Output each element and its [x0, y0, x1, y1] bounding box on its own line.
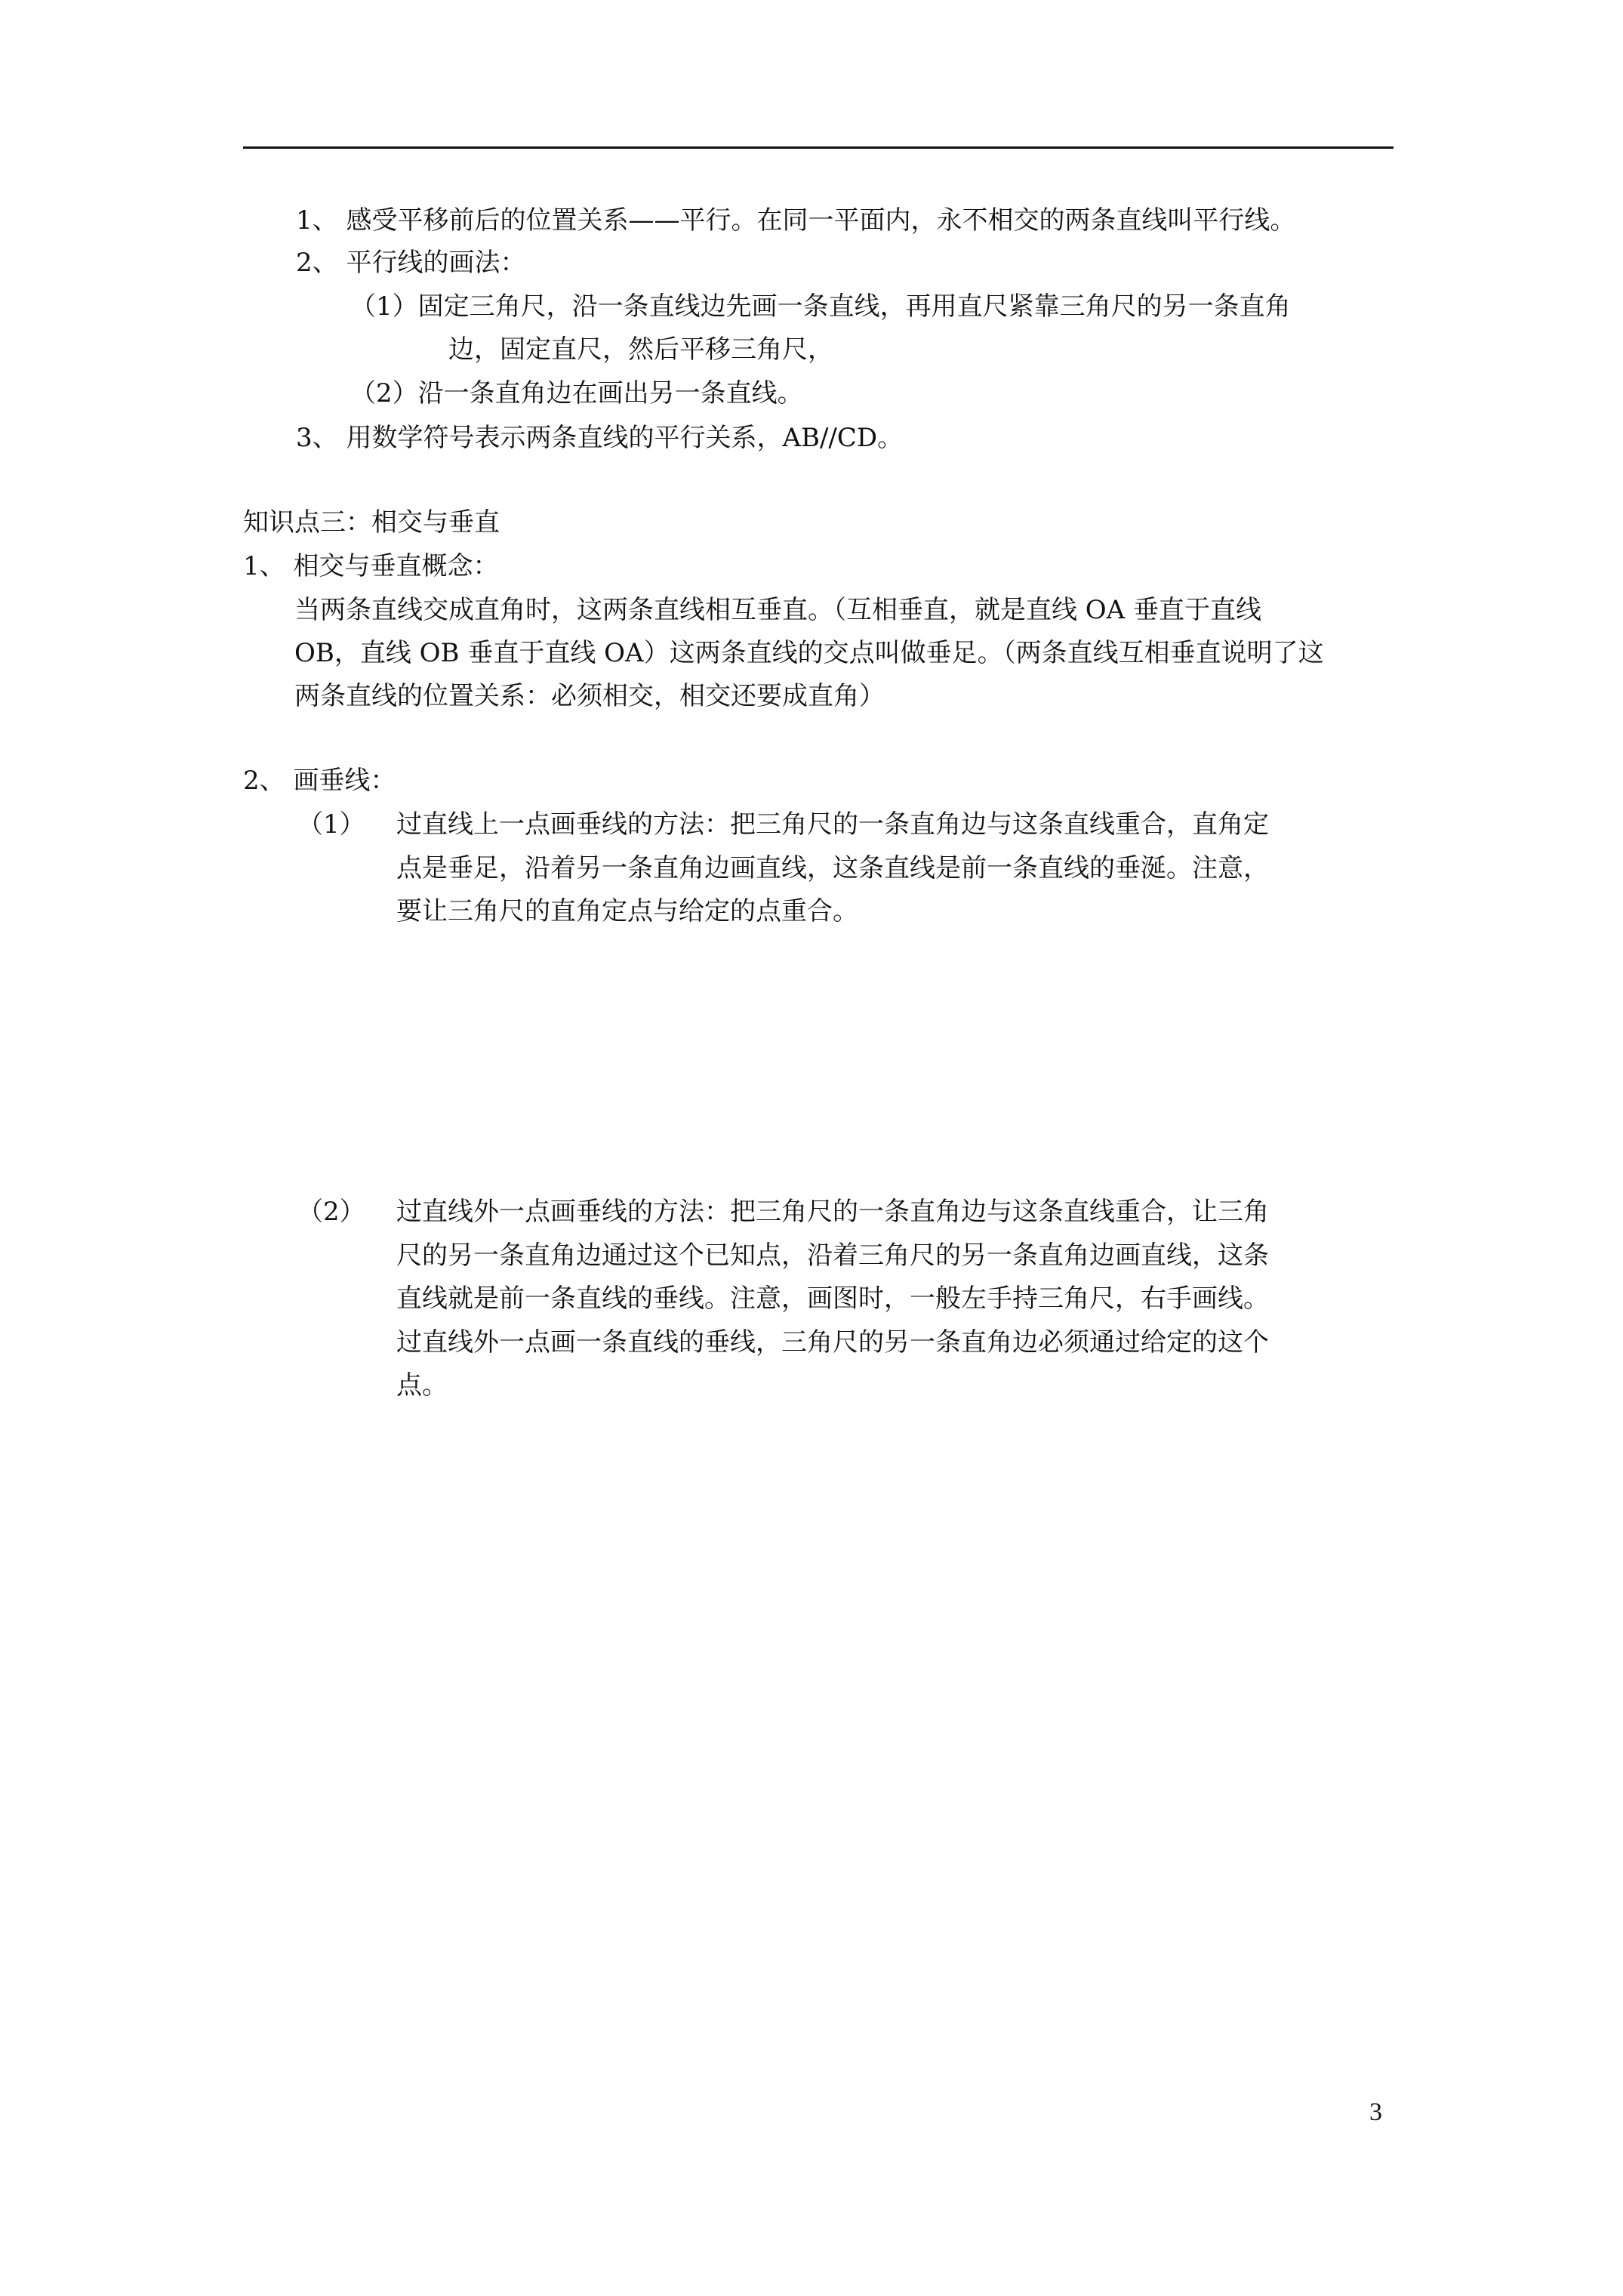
step-1-line-2: 点是垂足，沿着另一条直角边画直线，这条直线是前一条直线的垂涎。注意， — [396, 853, 1269, 883]
step-1-line-3: 要让三角尺的直角定点与给定的点重合。 — [396, 896, 858, 926]
step-2-line-2: 尺的另一条直角边通过这个已知点，沿着三角尺的另一条直角边画直线，这条 — [396, 1240, 1269, 1271]
concept-paragraph-line-3: 两条直线的位置关系：必须相交，相交还要成直角） — [294, 681, 885, 711]
step-1-line-1: 过直线上一点画垂线的方法：把三角尺的一条直角边与这条直线重合，直角定 — [396, 809, 1269, 840]
perpendicular-item-1: 1、 相交与垂直概念： — [243, 551, 499, 581]
parallel-step-1-line-1: （1）固定三角尺，沿一条直线边先画一条直线，再用直尺紧靠三角尺的另一条直角 — [350, 291, 1291, 322]
step-1-marker: （1） — [297, 809, 365, 840]
parallel-item-2: 2、 平行线的画法： — [296, 248, 526, 278]
step-2-line-3: 直线就是前一条直线的垂线。注意，画图时，一般左手持三角尺，右手画线。 — [396, 1284, 1269, 1314]
perpendicular-item-2: 2、 画垂线： — [243, 766, 396, 796]
parallel-step-1-line-2: 边，固定直尺，然后平移三角尺， — [448, 334, 833, 365]
parallel-item-1: 1、 感受平移前后的位置关系——平行。在同一平面内，永不相交的两条直线叫平行线。 — [296, 205, 1296, 236]
parallel-item-3: 3、 用数学符号表示两条直线的平行关系，AB//CD。 — [296, 423, 904, 453]
section-heading: 知识点三：相交与垂直 — [243, 507, 500, 538]
step-2-marker: （2） — [297, 1197, 365, 1227]
step-2-line-4: 过直线外一点画一条直线的垂线，三角尺的另一条直角边必须通过给定的这个 — [396, 1327, 1269, 1358]
step-2-line-1: 过直线外一点画垂线的方法：把三角尺的一条直角边与这条直线重合，让三角 — [396, 1197, 1269, 1227]
header-rule — [243, 146, 1394, 149]
parallel-step-2: （2）沿一条直角边在画出另一条直线。 — [350, 378, 803, 408]
step-2-line-5: 点。 — [396, 1370, 448, 1401]
concept-paragraph-line-1: 当两条直线交成直角时，这两条直线相互垂直。（互相垂直，就是直线 OA 垂直于直线 — [294, 595, 1262, 625]
concept-paragraph-line-2: OB，直线 OB 垂直于直线 OA）这两条直线的交点叫做垂足。（两条直线互相垂直说明了这 — [294, 638, 1324, 668]
page-number: 3 — [1369, 2098, 1382, 2126]
